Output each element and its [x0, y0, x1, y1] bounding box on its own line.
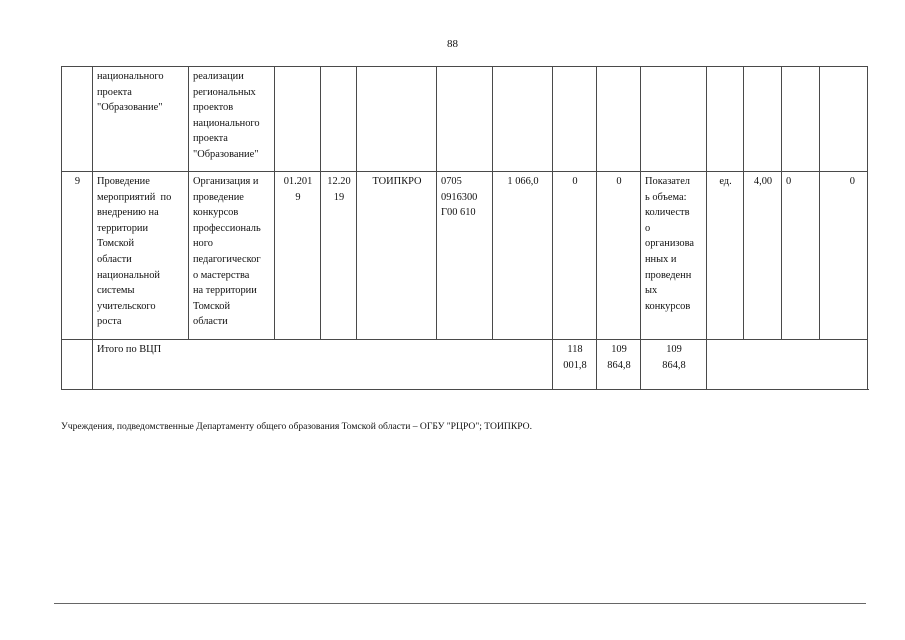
- cell-num: [62, 67, 93, 172]
- cell-total-col-b: 109 864,8: [641, 340, 707, 390]
- cell-total: 1 066,0: [493, 172, 553, 340]
- cell-end-date: 12.20 19: [321, 172, 357, 340]
- cell-start-date: 01.201 9: [275, 172, 321, 340]
- cell-unit: ед.: [707, 172, 744, 340]
- cell-num: 9: [62, 172, 93, 340]
- cell-val2: 0: [782, 172, 820, 340]
- cell-name: Проведение мероприятий по внедрению на территории Томской области национальной системы учительского роста: [93, 172, 189, 340]
- cell-indicator: Показател ь объема: количеств о организова нных и проведенн ых конкурсов: [641, 172, 707, 340]
- cell-col-a: 0: [553, 172, 597, 340]
- cell-col-b: 0: [597, 172, 641, 340]
- cell-total-col-a: 109 864,8: [597, 340, 641, 390]
- table-row-previous: [62, 67, 868, 172]
- cell-description: Организация и проведение конкурсов профессиональ ного педагогическог о мастерства на территории Томской области: [189, 172, 275, 340]
- cell-code: 0705 0916300 Г00 610: [437, 172, 493, 340]
- table-row-9: [62, 172, 868, 340]
- footnote: Учреждения, подведомственные Департаменту общего образования Томской области – ОГБУ "РЦРО"; ТОИПКРО.: [61, 421, 532, 432]
- cell-name: национального проекта "Образование": [93, 67, 189, 172]
- table-row-total: [62, 340, 868, 390]
- cell-grand-total: 118 001,8: [553, 340, 597, 390]
- footer-divider: [54, 603, 866, 604]
- cell-executor: ТОИПКРО: [357, 172, 437, 340]
- cell-val3: 0: [820, 172, 868, 340]
- cell-description: реализации региональных проектов национального проекта "Образование": [189, 67, 275, 172]
- program-table: [61, 66, 868, 390]
- cell-value: 4,00: [744, 172, 782, 340]
- cell-total-label: Итого по ВЦП: [93, 340, 553, 390]
- page-number: 88: [447, 38, 458, 50]
